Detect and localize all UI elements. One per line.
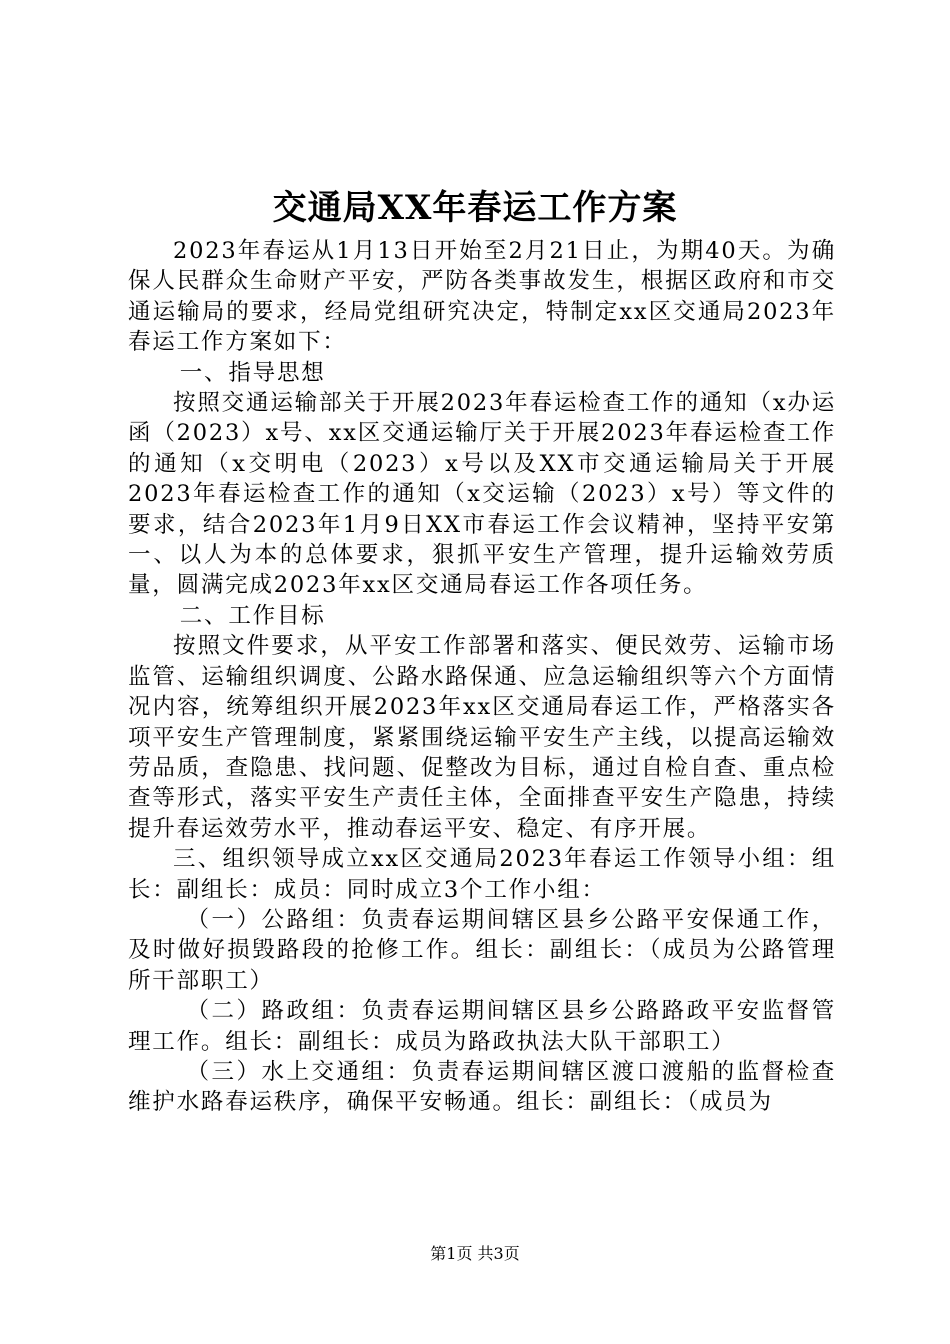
intro-paragraph: 2023年春运从1月13日开始至2月21日止，为期40天。为确保人民群众生命财产平安，严防各类事故发生，根据区政府和市交通运输局的要求，经局党组研究决定，特制定xx区交通局2023年春运工作方案如下： (128, 238, 836, 356)
document-title: 交通局XX年春运工作方案 (272, 188, 678, 228)
work-goals-paragraph: 按照文件要求，从平安工作部署和落实、便民效劳、运输市场监管、运输组织调度、公路水路保通、应急运输组织等六个方面情况内容，统筹组织开展2023年xx区交通局春运工作，严格落实各项平安生产管理制度，紧紧围绕运输平安生产主线，以提高运输效劳品质，查隐患、找问题、促整改为目标，通过自检自查、重点检查等形式，落实平安生产责任主体，全面排查平安生产隐患，持续提升春运效劳水平，推动春运平安、稳定、有序开展。 (128, 633, 836, 842)
section-heading-work-goals: 二、工作目标 (179, 602, 326, 629)
page-number-footer: 第1页 共3页 (430, 1244, 520, 1263)
highway-group-paragraph: （一）公路组：负责春运期间辖区县乡公路平安保通工作，及时做好损毁路段的抢修工作。组长：副组长：（成员为公路管理所干部职工） (128, 906, 836, 994)
road-admin-group-paragraph: （二）路政组：负责春运期间辖区县乡公路路政平安监督管理工作。组长：副组长：成员为路政执法大队干部职工） (128, 998, 836, 1055)
guiding-ideology-paragraph: 按照交通运输部关于开展2023年春运检查工作的通知（x办运函（2023）x号、xx区交通运输厅关于开展2023年春运检查工作的通知（x交明电（2023）x号以及XX市交通运输局关于开展2023年春运检查工作的通知（x交运输（2023）x号）等文件的要求，结合2023年1月9日XX市春运工作会议精神，坚持平安第一、以人为本的总体要求，狠抓平安生产管理，提升运输效劳质量，圆满完成2023年xx区交通局春运工作各项任务。 (128, 390, 836, 599)
water-transport-group-paragraph: （三）水上交通组：负责春运期间辖区渡口渡船的监督检查维护水路春运秩序，确保平安畅通。组长：副组长：（成员为 (128, 1058, 836, 1116)
document-body (128, 236, 836, 1118)
organization-paragraph: 三、组织领导成立xx区交通局2023年春运工作领导小组：组长：副组长：成员：同时成立3个工作小组： (128, 846, 836, 903)
section-heading-guiding-ideology: 一、指导思想 (179, 359, 326, 386)
